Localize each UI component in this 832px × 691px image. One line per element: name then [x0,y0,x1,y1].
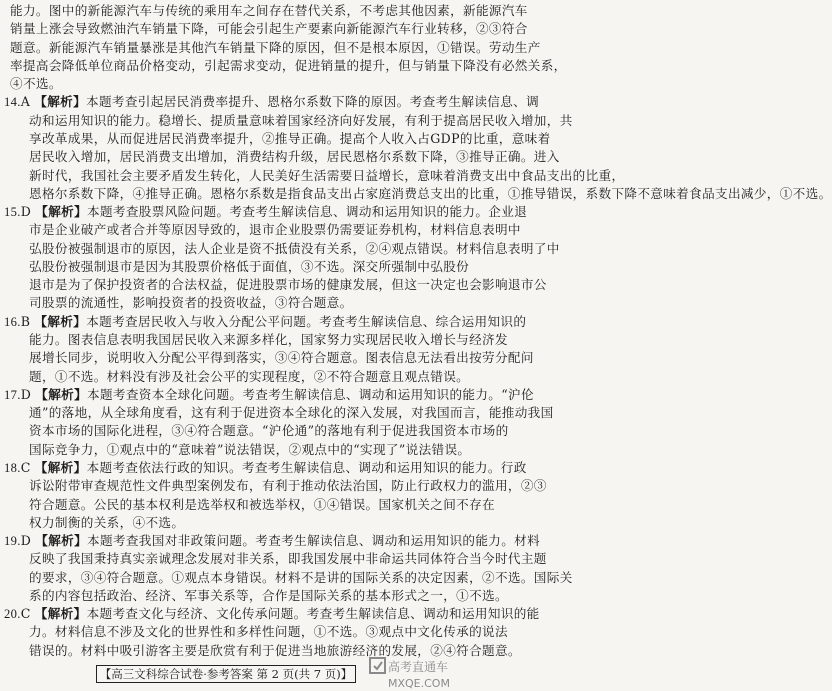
question-header [4,532,541,550]
text-line: 享改革成果，从而促进居民消费率提升，②推导正确。提高个人收入占GDP的比重，意味着 [29,130,551,146]
text-line: 题意。新能源汽车销量暴涨是其他汽车销量下降的原因，但不是根本原因，①错误。劳动生产 [10,39,541,55]
answer-letter: D [20,386,32,402]
question-number: 17. [4,387,21,402]
question-number: 18. [4,460,21,475]
watermark-logo [368,656,448,691]
watermark-text-cn: 高考直通车 [388,660,449,674]
question-header [4,605,540,623]
question-header [4,313,527,331]
text-line: 能力。图表信息表明我国居民收入来源多样化，国家努力实现居民收入增长与经济发 [29,332,508,347]
analysis-tag: 【解析】 [34,94,87,110]
analysis-tag: 【解析】 [34,313,87,329]
text-line: 系的内容包括政治、经济、军事关系等，合作是国际关系的基本形式之一，①不选。 [29,587,508,603]
text-line: 国际竞争力，①观点中的“意味着”说法错误，②观点中的“实现了”说法错误。 [29,441,471,457]
text-line: 的要求，③④符合题意。①观点本身错误。材料不是讲的国际关系的决定因素，②不选。国际关 [29,569,573,585]
analysis-tag: 【解析】 [34,606,87,622]
text-line: 退市是为了保护投资者的合法权益，促进股票市场的健康发展，但这一决定也会影响退市公 [29,277,547,293]
text-line: 本题考查文化与经济、文化传承问题。考查考生解读信息、调动和运用知识的能 [86,606,540,622]
analysis-tag: 【解析】 [34,459,87,475]
text-line: 弘股份被强制退市是因为其股票价格低于面值，③不选。深交所强制中弘股份 [29,258,470,274]
text-line: 展增长同步，说明收入分配公平得到落实，③④符合题意。图表信息无法看出按劳分配问 [29,350,534,366]
text-line: 销量上涨会导致燃油汽车销量下降，可能会引起生产要素向新能源汽车行业转移，②③符合 [10,21,528,37]
text-line: 符合题意。公民的基本权利是选举权和被选举权，①④错误。国家机关之间不存在 [29,496,495,512]
text-line: ④不选。 [10,76,62,92]
analysis-tag: 【解析】 [35,204,88,220]
question-header [4,203,528,221]
text-line: 本题考查依法行政的知识。考查考生解读信息、调动和运用知识的能力。行政 [86,459,527,475]
answer-letter: C [20,606,31,622]
text-line: 诉讼附带审查规范性文件典型案例发布，有利于推动依法治国，防止行政权力的滥用，②③ [29,478,547,494]
question-number: 14. [4,95,21,110]
text-line: 市是企业破产或者合并等原因导致的，退市企业股票仍需要证券机构，材料信息表明中 [29,222,521,238]
watermark-text-en: MXQE.COM [388,677,450,690]
text-line: 能力。图中的新能源汽车与传统的乘用车之间存在替代关系，不考虑其他因素，新能源汽车 [10,3,528,18]
text-line: 本题考查资本全球化问题。考查考生解读信息、调动和运用知识的能力。“沪伦 [87,386,534,402]
text-line: 率提高会降低单位商品价格变动，引起需求变动，促进销量的提升，但与销量下降没有必然关系， [10,57,567,73]
analysis-tag: 【解析】 [35,386,88,402]
text-line: 本题考查我国对非政策问题。考查考生解读信息、调动和运用知识的能力。材料 [87,533,541,549]
question-header [4,386,534,404]
answer-letter: D [20,204,32,220]
text-line: 新时代，我国社会主要矛盾发生转化，人民美好生活需要日益增长，意味着消费支出中食品支出的比重， [29,167,625,183]
text-line: 本题考查引起居民消费率提升、恩格尔系数下降的原因。考查考生解读信息、调 [86,94,540,110]
question-header [4,93,540,111]
text-line: 权力制衡的关系，④不选。 [29,514,185,530]
text-line: 资本市场的国际化进程，③④符合题意。“沪伦通”的落地有利于促进我国资本市场的 [29,423,509,439]
text-line: 司股票的流通性，影响投资者的投资收益，③符合题意。 [29,295,353,311]
answer-letter: D [20,533,32,549]
text-line: 动和运用知识的能力。稳增长、提质量意味着国家经济向好发展，有利于提高居民收入增加，共 [29,112,573,128]
text-line: 错误的。材料中吸引游客主要是欣赏有利于促进当地旅游经济的发展，②④符合题意。 [29,642,521,658]
answer-letter: B [20,313,31,329]
text-line: 恩格尔系数下降，④推导正确。恩格尔系数是指食品支出占家庭消费总支出的比重，①推导错误，系数下降不意味着食品支出减少，①不选。 [29,185,832,201]
question-number: 20. [4,607,21,622]
question-number: 16. [4,314,21,329]
text-line: 题，①不选。材料没有涉及社会公平的实现程度，②不符合题意且观点错误。 [29,368,470,384]
analysis-tag: 【解析】 [35,533,88,549]
question-number: 19. [4,534,21,549]
answer-letter: C [20,459,31,475]
question-number: 15. [4,205,21,220]
text-line: 力。材料信息不涉及文化的世界性和多样性问题，①不选。③观点中文化传承的说法 [29,624,508,640]
text-line: 通”的落地，从全球角度看，这有利于促进资本全球化的深入发展，对我国而言，能推动我国 [29,405,554,421]
text-line: 居民收入增加，居民消费支出增加，消费结构升级，居民恩格尔系数下降，③推导正确。进入 [29,149,560,165]
text-line: 弘股份被强制退市的原因，法人企业是资不抵债没有关系，②④观点错误。材料信息表明了中 [29,240,560,256]
page-footer: 【高三文科综合试卷·参考答案 第 2 页(共 7 页)】 [96,665,356,683]
text-line: 本题考查股票风险问题。考查考生解读信息、调动和运用知识的能力。企业退 [87,204,528,220]
text-line: 本题考查居民收入与收入分配公平问题。考查考生解读信息、综合运用知识的 [86,313,527,329]
question-header [4,459,527,477]
text-line: 反映了我国秉持真实亲诚理念发展对非关系，即我国发展中非命运共同体符合当今时代主题 [29,551,547,567]
answer-letter: A [20,94,31,110]
